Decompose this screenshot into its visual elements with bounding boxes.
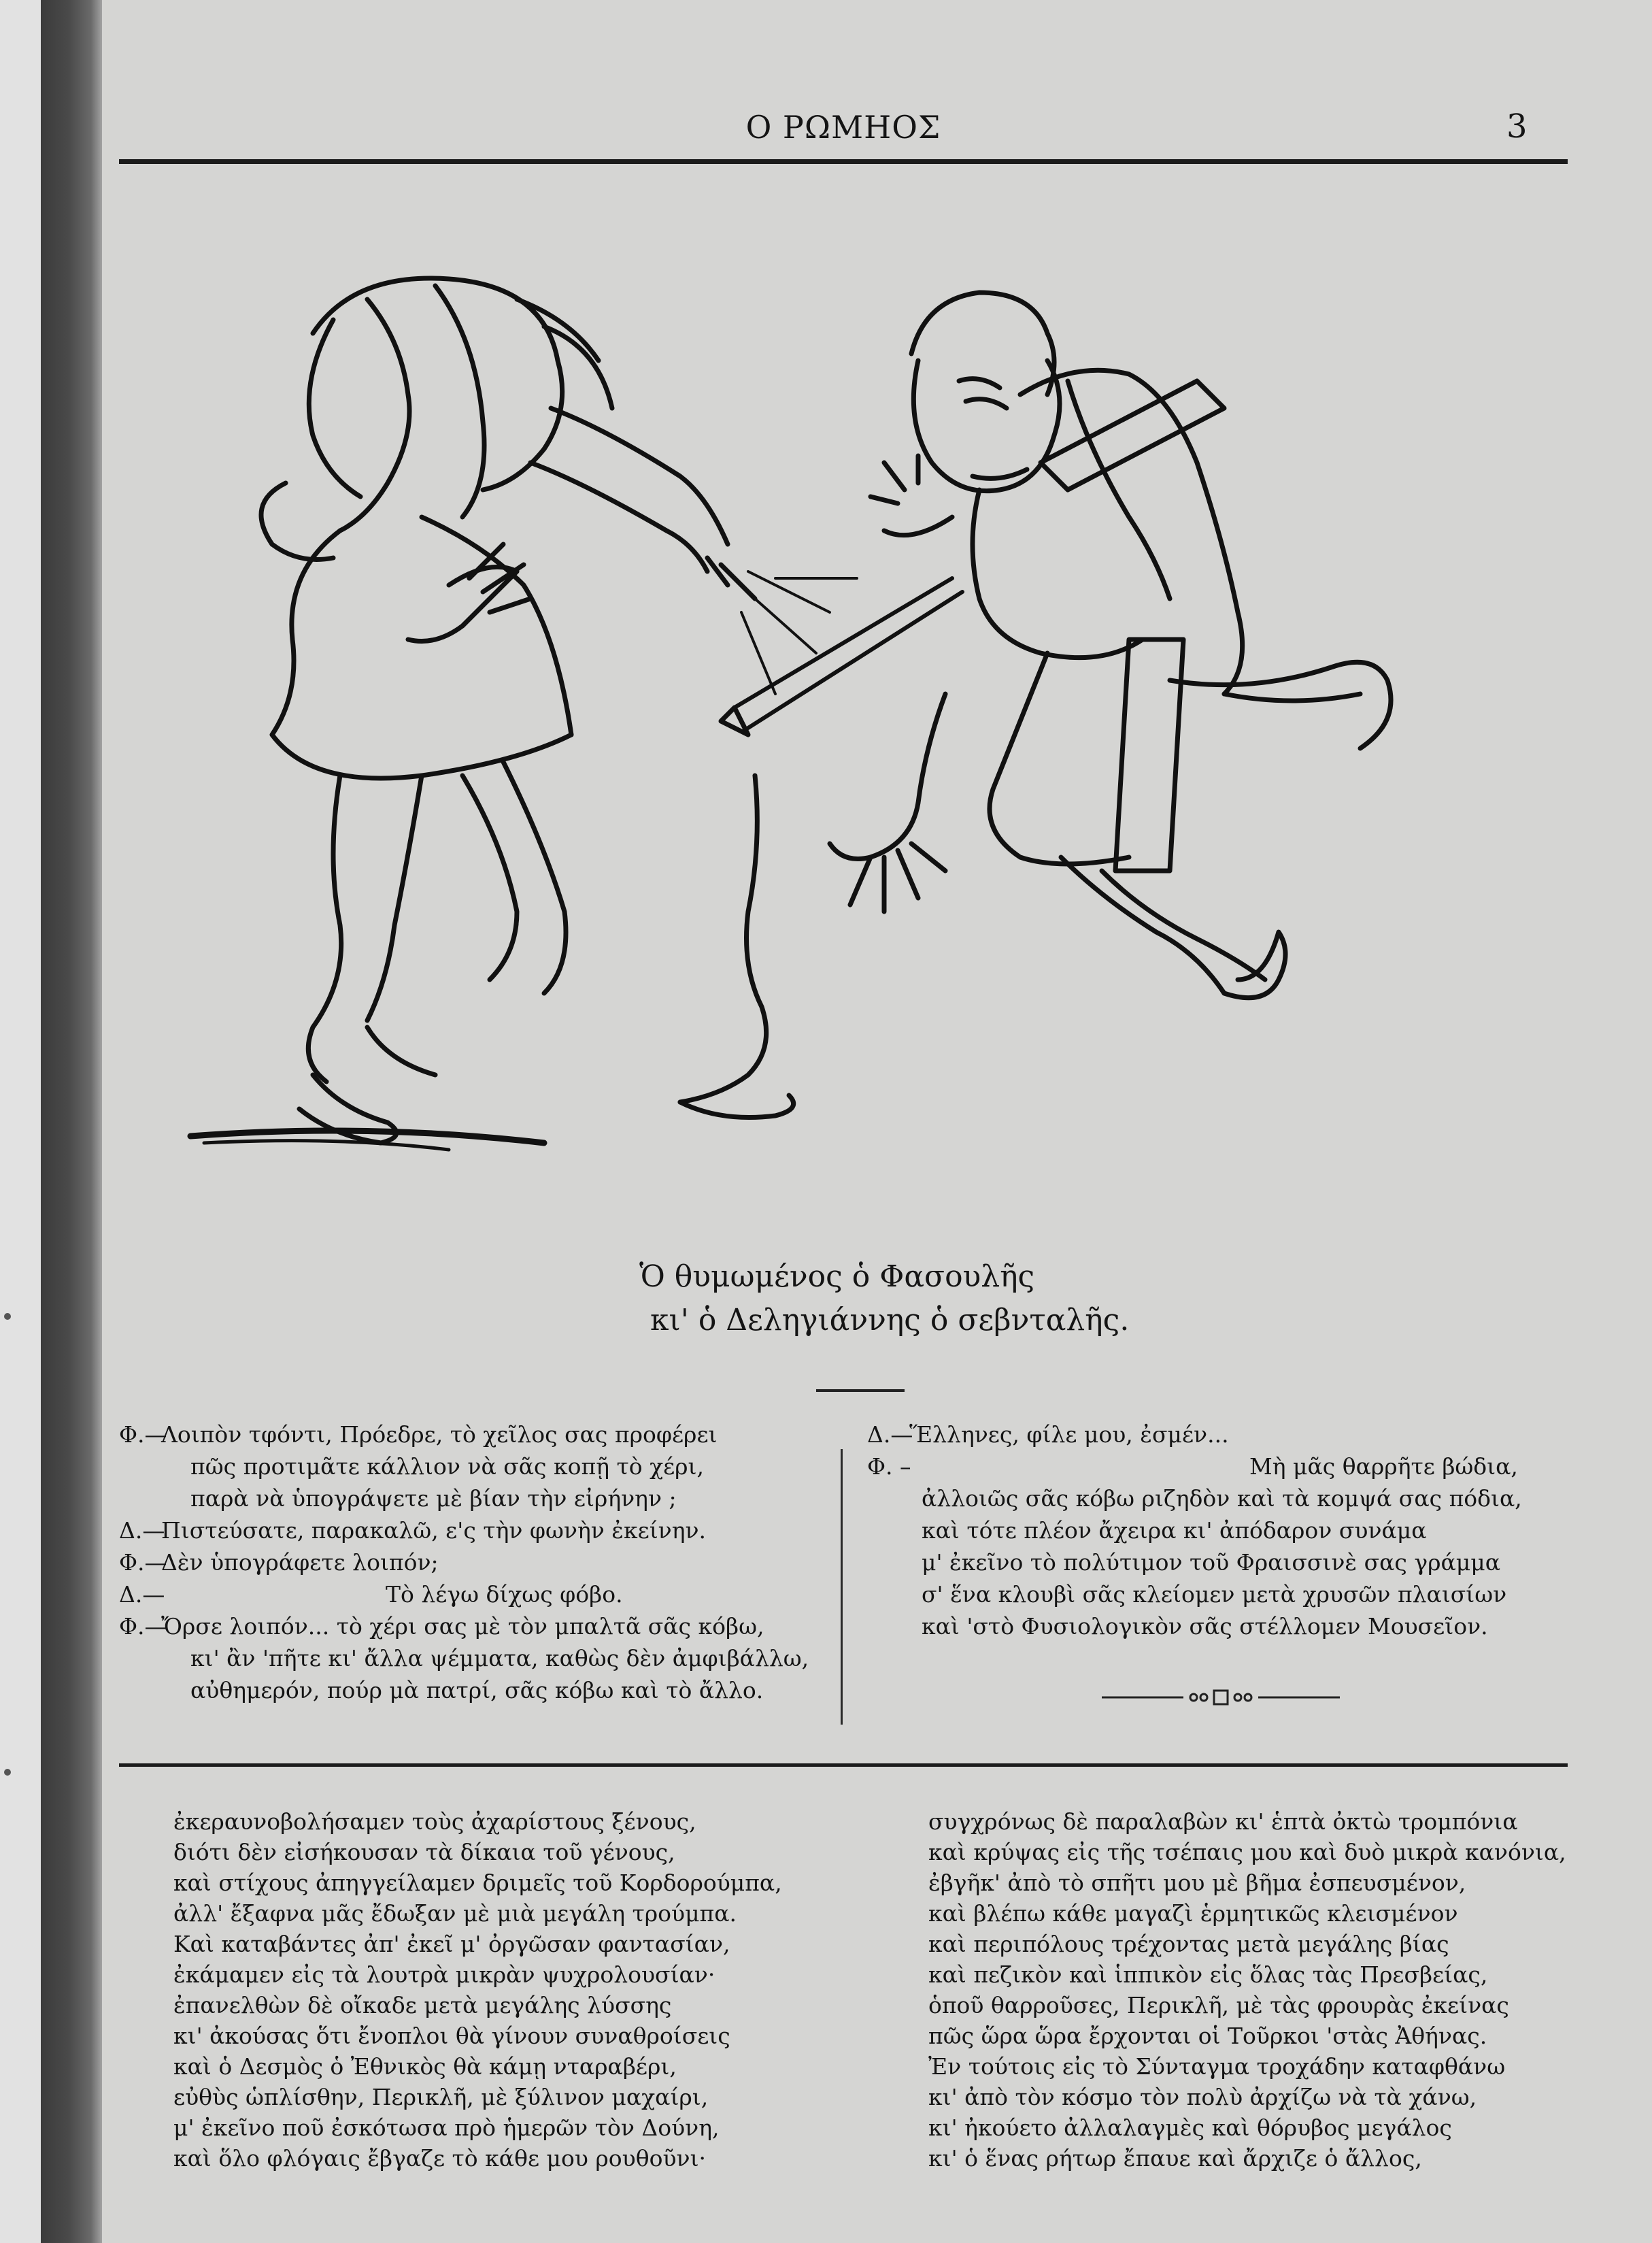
dialog-column-left bbox=[119, 1418, 840, 1706]
dialog-text: αὐθημερόν, πούρ μὰ πατρί, σᾶς κόβω καὶ τὸ ἄλλο. bbox=[190, 1677, 764, 1704]
verse-line: κι' ἀπὸ τὸν κόσμο τὸν πολὺ ἀρχίζω νὰ τὰ χάνω, bbox=[928, 2084, 1477, 2110]
dialog-line bbox=[119, 1418, 840, 1450]
dialog-text: καὶ 'στὸ Φυσιολογικὸν σᾶς στέλλομεν Μουσεῖον. bbox=[922, 1613, 1488, 1640]
dialog-line bbox=[119, 1482, 840, 1514]
masthead-title: Ο ΡΩΜΗΟΣ bbox=[745, 109, 941, 146]
page-number: 3 bbox=[1506, 107, 1528, 146]
dialog-line bbox=[867, 1418, 1574, 1450]
dialog-text: πῶς προτιμᾶτε κάλλιον νὰ σᾶς κοπῇ τὸ χέρι, bbox=[190, 1453, 704, 1480]
verse-line: εὐθὺς ὡπλίσθην, Περικλῆ, μὲ ξύλινον μαχαίρι, bbox=[173, 2084, 709, 2110]
ornament-divider-icon bbox=[1102, 1687, 1340, 1708]
verse-column-right bbox=[928, 1806, 1581, 2174]
dialog-text: Πιστεύσατε, παρακαλῶ, ε'ς τὴν φωνὴν ἐκείνην. bbox=[161, 1517, 707, 1544]
dialog-text: ἀλλοιῶς σᾶς κόβω ριζηδὸν καὶ τὰ κομψά σας πόδια, bbox=[922, 1485, 1522, 1512]
speaker-tag: Φ.— bbox=[119, 1421, 167, 1448]
caption-line-2: κι' ὁ Δεληγιάννης ὁ σεβνταλῆς. bbox=[650, 1303, 1130, 1338]
section-rule bbox=[119, 1763, 1568, 1767]
speaker-tag: Δ.— bbox=[867, 1421, 913, 1448]
speaker-tag: Φ.— bbox=[119, 1613, 167, 1640]
dialog-line bbox=[119, 1610, 840, 1642]
speaker-tag: Φ. – bbox=[867, 1453, 911, 1480]
speaker-tag: Φ.— bbox=[119, 1549, 167, 1576]
dialog-line bbox=[867, 1610, 1574, 1642]
verse-line: καὶ ὅλο φλόγαις ἔβγαζε τὸ κάθε μου ρουθοῦνι· bbox=[173, 2145, 707, 2172]
header-rule bbox=[119, 159, 1568, 164]
verse-line: ἐπανελθὼν δὲ οἴκαδε μετὰ μεγάλης λύσσης bbox=[173, 1992, 672, 2018]
dialog-text: Λοιπὸν τφόντι, Πρόεδρε, τὸ χεῖλος σας προφέρει bbox=[161, 1421, 718, 1448]
column-separator bbox=[841, 1449, 843, 1725]
verse-line: καὶ βλέπω κάθε μαγαζὶ ἑρμητικῶς κλεισμένον bbox=[928, 1900, 1458, 1927]
verse-line: ἐκεραυνοβολήσαμεν τοὺς ἀχαρίστους ξένους, bbox=[173, 1808, 696, 1835]
speaker-tag: Δ.— bbox=[119, 1517, 165, 1544]
dialog-line bbox=[119, 1514, 840, 1546]
verse-line: κι' ἀκούσας ὅτι ἔνοπλοι θὰ γίνουν συναθροίσεις bbox=[173, 2023, 730, 2049]
dialog-text: Δὲν ὑπογράφετε λοιπόν; bbox=[161, 1549, 439, 1576]
page-edge bbox=[0, 0, 41, 2243]
cartoon-illustration-icon bbox=[163, 259, 1523, 1197]
verse-line: ἀλλ' ἔξαφνα μᾶς ἔδωξαν μὲ μιὰ μεγάλη τρούμπα. bbox=[173, 1900, 737, 1927]
verse-column-left bbox=[173, 1806, 826, 2174]
dialog-line bbox=[119, 1546, 840, 1578]
verse-line: κι' ἠκούετο ἀλλαλαγμὲς καὶ θόρυβος μεγάλος bbox=[928, 2114, 1452, 2141]
margin-speck bbox=[4, 1769, 11, 1776]
dialog-line bbox=[867, 1546, 1574, 1578]
dialog-text: Τὸ λέγω δίχως φόβο. bbox=[386, 1581, 623, 1608]
verse-line: κι' ὁ ἕνας ρήτωρ ἔπαυε καὶ ἄρχιζε ὁ ἄλλος, bbox=[928, 2145, 1422, 2172]
dialog-text: παρὰ νὰ ὑπογράψετε μὲ βίαν τὴν εἰρήνην ; bbox=[190, 1485, 677, 1512]
dialog-text: μ' ἐκεῖνο τὸ πολύτιμον τοῦ Φραισσινὲ σας γράμμα bbox=[922, 1549, 1500, 1576]
margin-speck bbox=[4, 1313, 11, 1320]
verse-line: ἐβγῆκ' ἀπὸ τὸ σπῆτι μου μὲ βῆμα ἐσπευσμένον, bbox=[928, 1870, 1466, 1896]
verse-line: ἐκάμαμεν εἰς τὰ λουτρὰ μικρὰν ψυχρολουσίαν· bbox=[173, 1961, 715, 1988]
verse-line: καὶ κρύψας εἰς τῆς τσέπαις μου καὶ δυὸ μικρὰ κανόνια, bbox=[928, 1839, 1566, 1865]
dialog-line bbox=[867, 1578, 1574, 1610]
verse-line: διότι δὲν εἰσήκουσαν τὰ δίκαια τοῦ γένους, bbox=[173, 1839, 675, 1865]
book-binding-shadow bbox=[41, 0, 103, 2243]
dialog-line bbox=[119, 1642, 840, 1674]
dialog-line bbox=[119, 1450, 840, 1482]
verse-line: Καὶ καταβάντες ἀπ' ἐκεῖ μ' ὀργῶσαν φαντασίαν, bbox=[173, 1931, 730, 1957]
verse-line: μ' ἐκεῖνο ποῦ ἐσκότωσα πρὸ ἡμερῶν τὸν Δούνη, bbox=[173, 2114, 720, 2141]
verse-line: καὶ στίχους ἀπηγγείλαμεν δριμεῖς τοῦ Κορδορούμπα, bbox=[173, 1870, 782, 1896]
dialog-line bbox=[867, 1482, 1574, 1514]
verse-line: Ἐν τούτοις εἰς τὸ Σύνταγμα τροχάδην καταφθάνω bbox=[928, 2053, 1506, 2080]
verse-line: ὁποῦ θαρροῦσες, Περικλῆ, μὲ τὰς φρουρὰς ἐκείνας bbox=[928, 1992, 1509, 2018]
cartoon-caption bbox=[585, 1255, 1197, 1342]
speaker-tag: Δ.— bbox=[119, 1581, 165, 1608]
dialog-column-right bbox=[867, 1418, 1574, 1642]
verse-line: πῶς ὥρα ὥρα ἔρχονται οἱ Τοῦρκοι 'στὰς Ἀθήνας. bbox=[928, 2023, 1487, 2049]
verse-line: καὶ πεζικὸν καὶ ἱππικὸν εἰς ὅλας τὰς Πρεσβείας, bbox=[928, 1961, 1488, 1988]
caption-divider bbox=[816, 1389, 905, 1392]
dialog-text: Μὴ μᾶς θαρρῆτε βώδια, bbox=[1249, 1453, 1518, 1480]
dialog-line bbox=[119, 1578, 840, 1610]
dialog-text: κι' ἂν 'πῆτε κι' ἄλλα ψέμματα, καθὼς δὲν ἀμφιβάλλω, bbox=[190, 1645, 809, 1672]
dialog-line bbox=[119, 1674, 840, 1706]
verse-line: καὶ περιπόλους τρέχοντας μετὰ μεγάλης βίας bbox=[928, 1931, 1449, 1957]
dialog-line bbox=[867, 1450, 1574, 1482]
dialog-line bbox=[867, 1514, 1574, 1546]
verse-line: καὶ ὁ Δεσμὸς ὁ Ἐθνικὸς θὰ κάμῃ νταραβέρι, bbox=[173, 2053, 677, 2080]
dialog-text: σ' ἕνα κλουβὶ σᾶς κλείομεν μετὰ χρυσῶν πλαισίων bbox=[922, 1581, 1507, 1608]
dialog-text: Ὄρσε λοιπόν... τὸ χέρι σας μὲ τὸν μπαλτᾶ σᾶς κόβω, bbox=[161, 1613, 764, 1640]
dialog-text: Ἕλληνες, φίλε μου, ἐσμέν... bbox=[909, 1421, 1229, 1448]
verse-line: συγχρόνως δὲ παραλαβὼν κι' ἑπτὰ ὀκτὼ τρομπόνια bbox=[928, 1808, 1518, 1835]
dialog-text: καὶ τότε πλέον ἄχειρα κι' ἀπόδαρον συνάμα bbox=[922, 1517, 1427, 1544]
caption-line-1: Ὁ θυμωμένος ὁ Φασουλῆς bbox=[639, 1259, 1035, 1294]
